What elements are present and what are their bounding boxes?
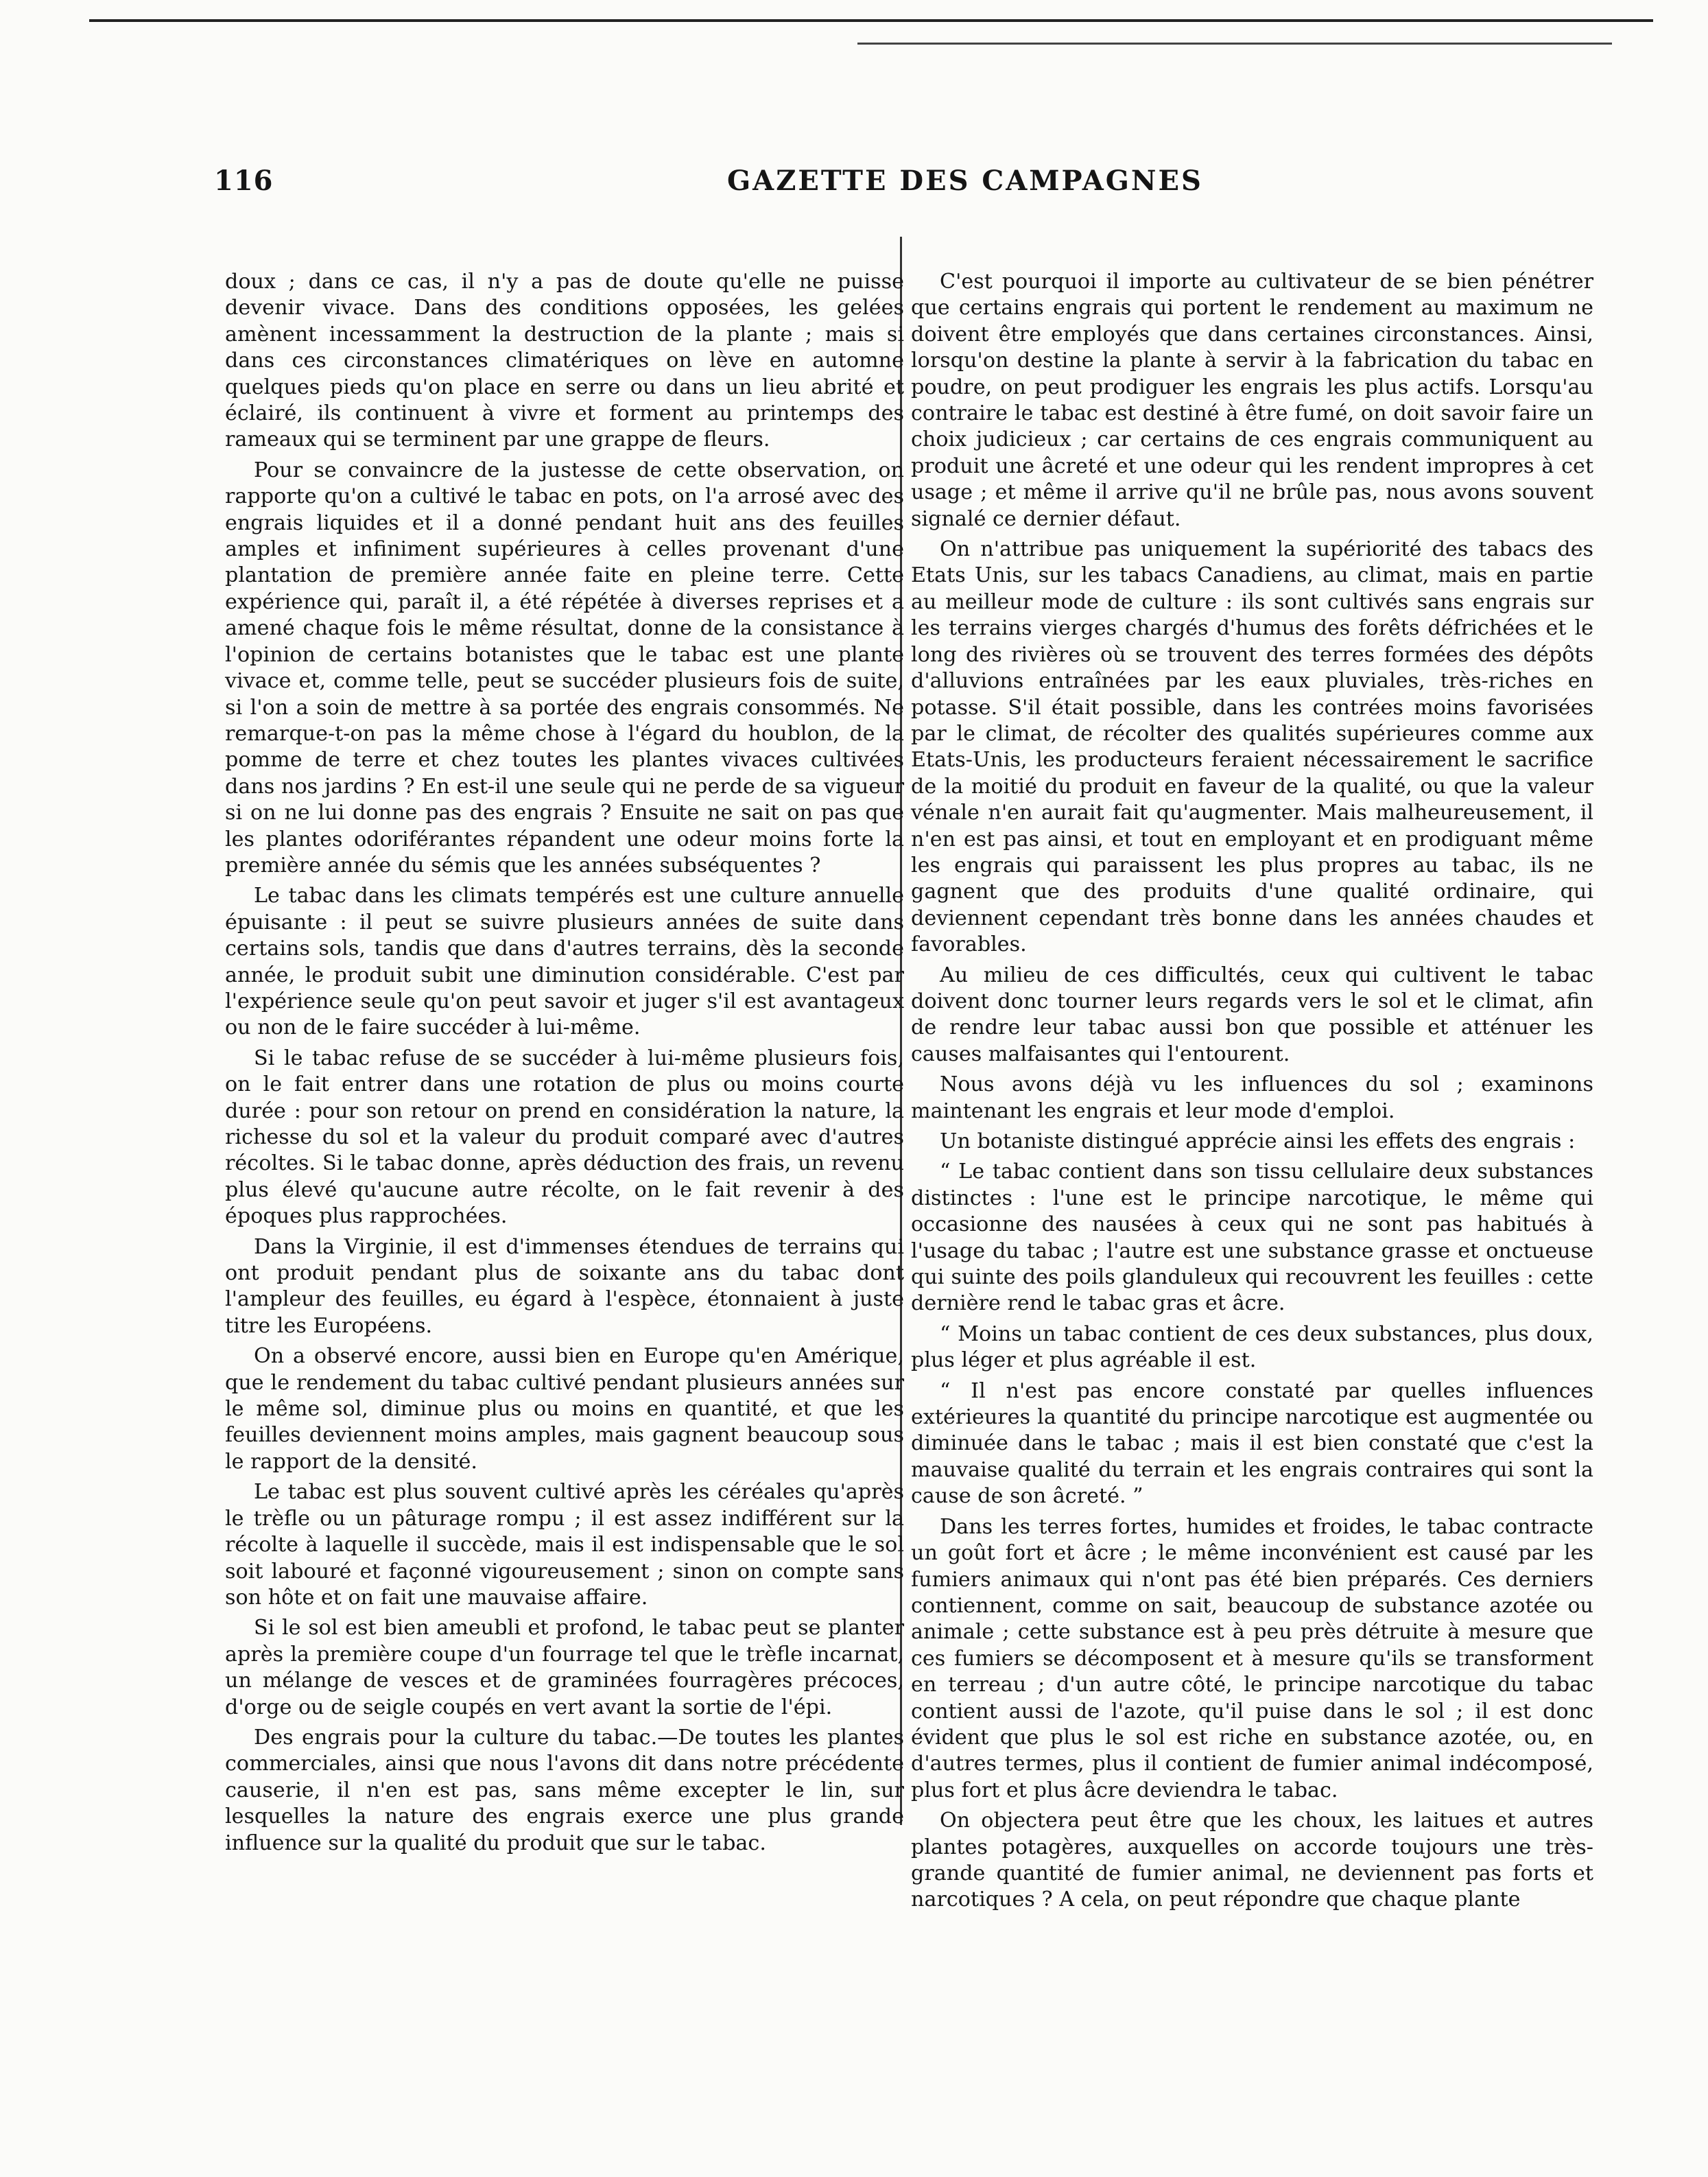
paragraph: On objectera peut être que les choux, les laitues et autres plantes potagères, auxquelles on accorde toujours une très-grande quantité de fumier animal, ne deviennent pas forts et narcotiques ? A cela, on peut répondre que chaque plante xyxy=(911,1809,1593,1912)
paragraph: doux ; dans ce cas, il n'y a pas de doute qu'elle ne puisse devenir vivace. Dans des conditions opposées, les gelées amènent incessamment la destruction de la plante ; mais si dans ces circonstances climatériques on lève en automne quelques pieds qu'on place en serre ou dans un lieu abrité et éclairé, ils continuent à vivre et forment au printemps des rameaux qui se terminent par une grappe de fleurs. xyxy=(225,270,904,452)
quote-paragraph: “ Moins un tabac contient de ces deux substances, plus doux, plus léger et plus agréable il est. xyxy=(911,1321,1593,1373)
page-header xyxy=(0,165,1708,206)
paragraph: Dans la Virginie, il est d'immenses étendues de terrains qui ont produit pendant plus de soixante ans du tabac dont l'ampleur des feuilles, eu égard à l'espèce, étonnaient à juste titre les Européens. xyxy=(225,1234,904,1338)
paragraph: On a observé encore, aussi bien en Europe qu'en Amérique, que le rendement du tabac cultivé pendant plusieurs années sur le même sol, diminue plus ou moins en quantité, et que les feuilles deviennent moins amples, mais gagnent beaucoup sous le rapport de la densité. xyxy=(225,1344,904,1474)
paragraph: Si le sol est bien ameubli et profond, le tabac peut se planter après la première coupe d'un fourrage tel que le trèfle incarnat, un mélange de vesces et de graminées fourragères précoces, d'orge ou de seigle coupés en vert avant la sortie de l'épi. xyxy=(225,1616,904,1719)
top-rule-secondary xyxy=(857,43,1612,45)
paragraph: Dans les terres fortes, humides et froides, le tabac contracte un goût fort et âcre ; le même inconvénient est causé par les fumiers animaux qui n'ont pas été bien préparés. Ces derniers contiennent, comme on sait, beaucoup de substance azotée ou animale ; cette substance est à peu près détruite à mesure que ces fumiers se décomposent et à mesure qu'ils se transforment en terreau ; d'un autre côté, le principe narcotique du tabac contient aussi de l'azote, qu'il puise dans le sol ; il est donc évident que plus le sol est riche en substance azotée, ou, en d'autres termes, plus il contient de fumier animal indécomposé, plus fort et plus âcre deviendra le tabac. xyxy=(911,1514,1593,1802)
paragraph: Au milieu de ces difficultés, ceux qui cultivent le tabac doivent donc tourner leurs regards vers le sol et le climat, afin de rendre leur tabac aussi bon que possible et atténuer les causes malfaisantes qui l'entourent. xyxy=(911,963,1593,1066)
page-number: 116 xyxy=(214,165,274,197)
paragraph: Un botaniste distingué apprécie ainsi les effets des engrais : xyxy=(940,1129,1576,1153)
quote-paragraph: “ Le tabac contient dans son tissu cellulaire deux substances distinctes : l'une est le principe narcotique, le même qui occasionne des nausées à ceux qui ne sont pas habitués à l'usage du tabac ; l'autre est une substance grasse et onctueuse qui suinte des poils glanduleux qui recouvrent les feuilles : cette dernière rend le tabac gras et âcre. xyxy=(911,1160,1593,1316)
paragraph: Si le tabac refuse de se succéder à lui-même plusieurs fois, on le fait entrer dans une rotation de plus ou moins courte durée : pour son retour on prend en considération la nature, la richesse du sol et la valeur du produit comparé avec d'autres récoltes. Si le tabac donne, après déduction des frais, un revenu plus élevé qu'aucune autre récolte, on le fait revenir à des époques plus rapprochées. xyxy=(225,1046,904,1229)
running-title: GAZETTE DES CAMPAGNES xyxy=(727,165,1203,197)
right-column xyxy=(911,269,1593,1918)
paragraph: On n'attribue pas uniquement la supériorité des tabacs des Etats Unis, sur les tabacs Canadiens, au climat, mais en partie au meilleur mode de culture : ils sont cultivés sans engrais sur les terrains vierges chargés d'humus des forêts défrichées et le long des rivières où se trouvent des terres formées des dépôts d'alluvions entraînées par les eaux pluviales, très-riches en potasse. S'il était possible, dans les contrées moins favorisées par le climat, de récolter des qualités supérieures comme aux Etats-Unis, les producteurs feraient nécessairement le sacrifice de la moitié du produit en faveur de la qualité, ou que la valeur vénale n'en aurait fait qu'augmenter. Mais malheureusement, il n'en est pas ainsi, et tout en employant et en prodiguant même les engrais qui paraissent les plus propres au tabac, ils ne gagnent que des produits d'une qualité ordinaire, qui deviennent cependant très bonne dans les années chaudes et favorables. xyxy=(911,537,1593,957)
paragraph: Pour se convaincre de la justesse de cette observation, on rapporte qu'on a cultivé le tabac en pots, on l'a arrosé avec des engrais liquides et il a donné pendant huit ans des feuilles amples et infiniment supérieures à celles provenant d'une plantation de première année faite en pleine terre. Cette expérience qui, paraît il, a été répétée à diverses reprises et a amené chaque fois le même résultat, donne de la consistance à l'opinion de certains botanistes que le tabac est une plante vivace et, comme telle, peut se succéder plusieurs fois de suite, si l'on a soin de mettre à sa portée des engrais consommés. Ne remarque-t-on pas la même chose à l'égard du houblon, de la pomme de terre et chez toutes les plantes vivaces cultivées dans nos jardins ? En est-il une seule qui ne perde de sa vigueur si on ne lui donne pas des engrais ? Ensuite ne sait on pas que les plantes odoriférantes répandent une odeur moins forte la première année du sémis que les années subséquentes ? xyxy=(225,458,904,878)
quote-paragraph: “ Il n'est pas encore constaté par quelles influences extérieures la quantité du principe narcotique est augmentée ou diminuée dans le tabac ; mais il est bien constaté que c'est la mauvaise qualité du terrain et les engrais contraires qui sont la cause de son âcreté. ” xyxy=(911,1378,1593,1509)
top-rule xyxy=(89,19,1653,22)
paragraph: Le tabac dans les climats tempérés est une culture annuelle épuisante : il peut se suivre plusieurs années de suite dans certains sols, tandis que dans d'autres terrains, dès la seconde année, le produit subit une diminution considérable. C'est par l'expérience seule qu'on peut savoir et juger s'il est avantageux ou non de le faire succéder à lui-même. xyxy=(225,884,904,1040)
paragraph: Le tabac est plus souvent cultivé après les céréales qu'après le trèfle ou un pâturage rompu ; il est assez indifférent sur la récolte à laquelle il succède, mais il est indispensable que le sol soit labouré et façonné vigoureusement ; sinon on compte sans son hôte et on fait une mauvaise affaire. xyxy=(225,1480,904,1610)
paragraph: Nous avons déjà vu les influences du sol ; examinons maintenant les engrais et leur mode d'emploi. xyxy=(911,1072,1593,1123)
left-column xyxy=(225,269,904,1861)
paragraph: C'est pourquoi il importe au cultivateur de se bien pénétrer que certains engrais qui portent le rendement au maximum ne doivent être employés que dans certaines circonstances. Ainsi, lorsqu'on destine la plante à servir à la fabrication du tabac en poudre, on peut prodiguer les engrais les plus actifs. Lorsqu'au contraire le tabac est destiné à être fumé, on doit savoir faire un choix judicieux ; car certains de ces engrais communiquent au produit une âcreté et une odeur qui les rendent impropres à cet usage ; et même il arrive qu'il ne brûle pas, nous avons souvent signalé ce dernier défaut. xyxy=(911,270,1593,531)
paragraph: Des engrais pour la culture du tabac.—De toutes les plantes commerciales, ainsi que nous l'avons dit dans notre précédente causerie, il n'en est pas, sans même excepter le lin, sur lesquelles la nature des engrais exerce une plus grande influence sur la qualité du produit que sur le tabac. xyxy=(225,1725,904,1855)
